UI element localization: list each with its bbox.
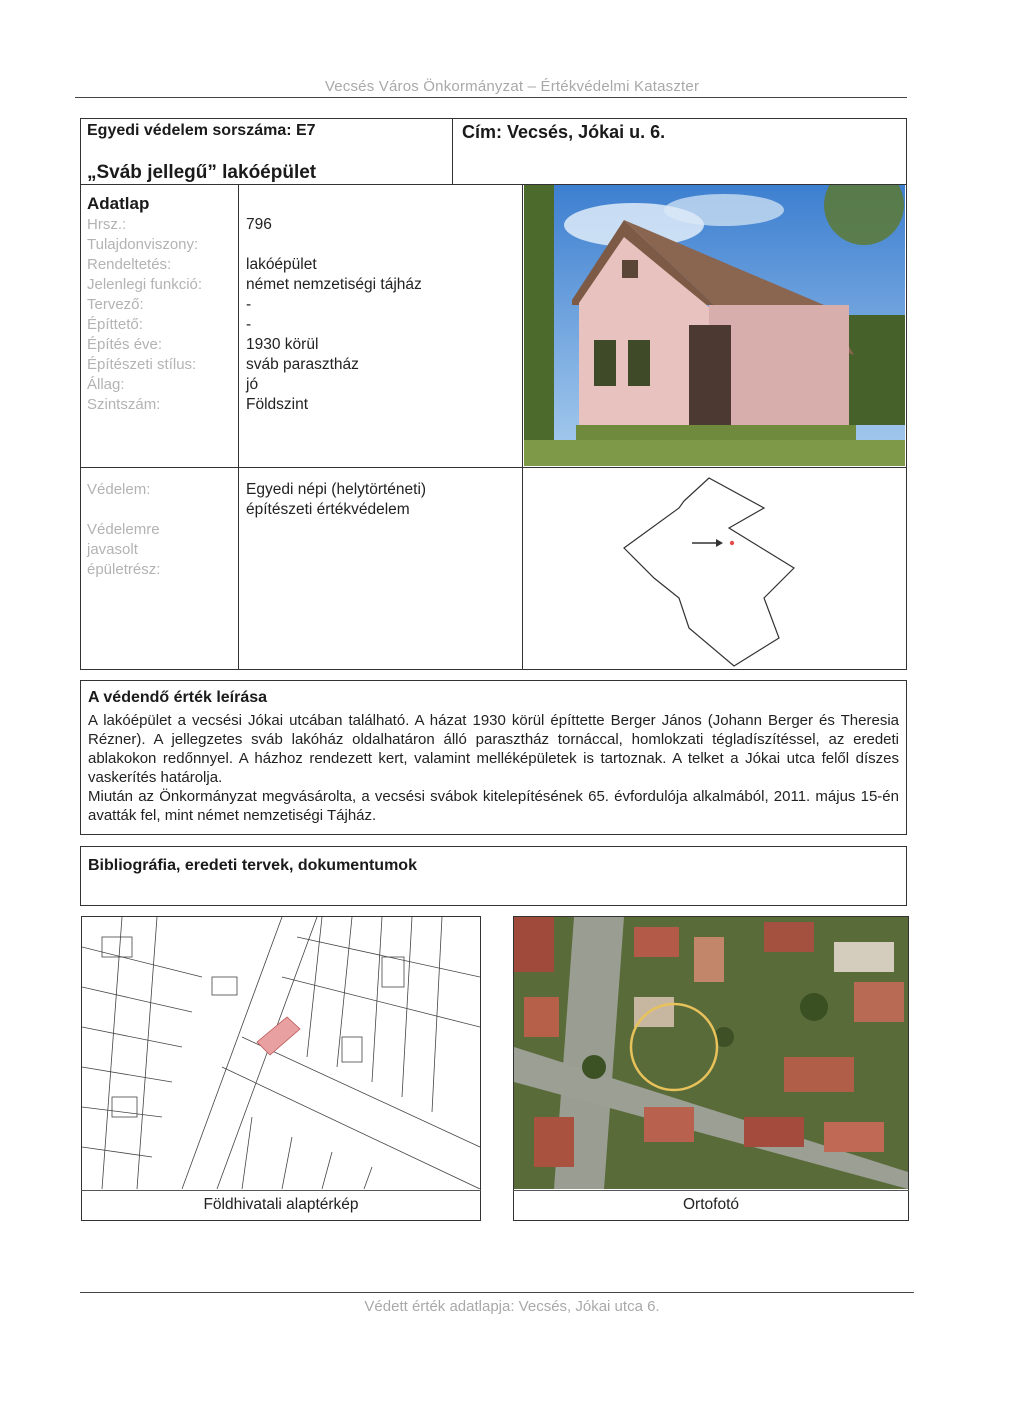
label-stilus: Építészeti stílus: [87, 356, 197, 373]
orthophoto [514, 917, 908, 1189]
value-funkcio: német nemzetiségi tájház [246, 276, 422, 293]
value-stilus: sváb parasztház [246, 356, 359, 373]
address: Cím: Vecsés, Jókai u. 6. [462, 122, 666, 142]
divider [513, 1190, 909, 1191]
part-label-line2: javasolt [87, 541, 138, 558]
value-hrsz: 796 [246, 216, 272, 233]
protection-id: Egyedi védelem sorszáma: E7 [87, 122, 316, 139]
ortho-caption: Ortofotó [683, 1196, 739, 1213]
divider [522, 184, 523, 670]
header-rule [75, 97, 907, 98]
part-label-line1: Védelemre [87, 521, 160, 538]
house-photo [524, 185, 905, 466]
value-epitteto: - [246, 316, 252, 333]
adatlap-values [246, 215, 422, 415]
page-header: Vecsés Város Önkormányzat – Értékvédelmi Kataszter [324, 78, 700, 95]
description-title: A védendő érték leírása [88, 689, 268, 706]
value-szintszam: Földszint [246, 396, 309, 413]
description-paragraph-2: Miután az Önkormányzat megvásárolta, a vecsési svábok kitelepítésének 65. évfordulója alkalmából, 2011. május 15-én avatták fel, mint német nemzetiségi Tájház. [88, 788, 899, 824]
cadastral-map [82, 917, 480, 1189]
label-funkcio: Jelenlegi funkció: [87, 276, 203, 293]
vedelem-value-line2: építészeti értékvédelem [246, 501, 410, 518]
label-rendeltetes: Rendeltetés: [87, 256, 172, 273]
adatlap-labels [87, 215, 202, 415]
page-footer: Védett érték adatlapja: Vecsés, Jókai utca 6. [364, 1298, 660, 1315]
bibliography-box [80, 846, 907, 906]
label-szintszam: Szintszám: [87, 396, 161, 413]
label-epitteto: Építtető: [87, 316, 143, 333]
value-tervezo: - [246, 296, 252, 313]
vedelem-label: Védelem: [87, 481, 151, 498]
description-text [88, 711, 899, 825]
part-label-line3: épületrész: [87, 561, 161, 578]
footer-rule [80, 1292, 914, 1293]
label-hrsz: Hrsz.: [87, 216, 127, 233]
adatlap-title: Adatlap [87, 194, 150, 213]
location-marker-icon [730, 541, 734, 545]
label-epites-eve: Építés éve: [87, 336, 163, 353]
divider [238, 184, 239, 670]
label-tulajdonviszony: Tulajdonviszony: [87, 236, 199, 253]
value-allag: jó [246, 376, 259, 393]
value-rendeltetes: lakóépület [246, 256, 317, 273]
value-tulajdonviszony [246, 235, 422, 255]
divider [452, 118, 453, 184]
vedelem-value-line1: Egyedi népi (helytörténeti) [246, 481, 427, 498]
label-allag: Állag: [87, 376, 125, 393]
divider [81, 1190, 481, 1191]
town-locator-map [524, 468, 905, 669]
description-paragraph-1: A lakóépület a vecsési Jókai utcában található. A házat 1930 körül építtette Berger János (Johann Berger és Theresia Rézner). A jellegzetes sváb lakóház oldalhatáron álló parasztház tornáccal, homlokzati tégladíszítéssel, az eredeti ablakokon redőnnyel. A házhoz rendezett kert, valamint melléképületek is tartoznak. A telket a Jókai utca felől díszes vaskerítés határolja. [88, 712, 899, 786]
bibliography-title: Bibliográfia, eredeti tervek, dokumentumok [88, 857, 417, 874]
building-name: „Sváb jellegű” lakóépület [87, 162, 317, 183]
value-epites-eve: 1930 körül [246, 336, 319, 353]
label-tervezo: Tervező: [87, 296, 144, 313]
vedelem-part-labels [87, 520, 160, 580]
vedelem-value [246, 480, 426, 520]
cadastral-caption: Földhivatali alaptérkép [203, 1196, 359, 1213]
